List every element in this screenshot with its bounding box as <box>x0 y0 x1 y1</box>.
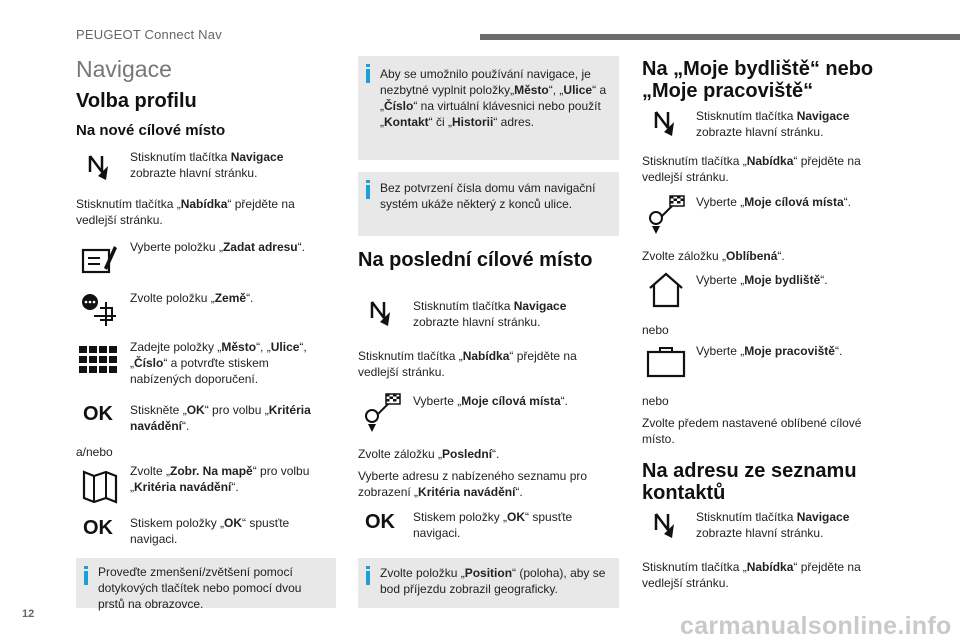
step-navigation: Stisknutím tlačítka Navigace zobrazte hlavní stránku. <box>696 510 850 540</box>
step-my-destinations: Vyberte „Moje cílová místa“. <box>413 394 568 408</box>
step-ok-start-navigation: Stiskem položky „OK“ spusťte navigaci. <box>130 516 290 546</box>
step-my-destinations: Vyberte „Moje cílová místa“. <box>696 195 851 209</box>
ok-icon: OK <box>83 517 113 539</box>
keyboard-icon <box>78 342 118 382</box>
info-icon <box>366 64 370 83</box>
navigation-icon <box>78 148 118 188</box>
page-number: 12 <box>22 608 35 620</box>
step-press-ok-criteria: Stiskněte „OK“ pro volbu „Kritéria navádění“. <box>130 403 311 433</box>
info-icon <box>84 566 88 585</box>
or-text: nebo <box>642 394 669 408</box>
step-navigation: Stisknutím tlačítka Navigace zobrazte hlavní stránku. <box>696 109 850 139</box>
navigation-icon <box>644 506 684 546</box>
step-show-on-map: Zvolte „Zobr. Na mapě“ pro volbu „Kritéria navádění“. <box>130 464 310 494</box>
info-box-fill-fields: Aby se umožnilo používání navigace, je nezbytné vyplnit položky„Město“, „Ulice“ a „Číslo“ na virtuální klávesnici nebo použít „Kontakt“ či „Historii“ adres. <box>358 56 619 160</box>
paragraph-favorites-tab: Zvolte záložku „Oblíbená“. <box>642 249 785 263</box>
step-select-country: Zvolte položku „Země“. <box>130 291 254 305</box>
step-navigation: Stisknutím tlačítka Navigace zobrazte hlavní stránku. <box>130 150 284 180</box>
paragraph-menu: Stisknutím tlačítka „Nabídka“ přejděte na vedlejší stránku. <box>642 154 861 184</box>
destination-flag-icon <box>646 194 686 234</box>
info-icon <box>366 180 370 199</box>
paragraph-menu: Stisknutím tlačítka „Nabídka“ přejděte na vedlejší stránku. <box>76 197 295 227</box>
ok-icon: OK <box>83 403 113 425</box>
step-enter-city-street: Zadejte položky „Město“, „Ulice“, „Číslo“ a potvrďte stiskem nabízených doporučení. <box>130 340 307 386</box>
paragraph-menu: Stisknutím tlačítka „Nabídka“ přejděte na vedlejší stránku. <box>358 349 577 379</box>
heading-contacts: Na adresu ze seznamu kontaktů <box>642 460 857 504</box>
navigation-icon <box>644 104 684 144</box>
address-entry-icon <box>80 240 120 280</box>
country-icon <box>80 290 120 330</box>
heading-last-destination: Na poslední cílové místo <box>358 249 593 271</box>
map-icon <box>80 466 120 506</box>
info-box-zoom: Proveďte zmenšení/zvětšení pomocí dotykových tlačítek nebo pomocí dvou prstů na obrazovce. <box>76 558 336 608</box>
paragraph-select-address: Vyberte adresu z nabízeného seznamu pro zobrazení „Kritéria navádění“. <box>358 469 588 499</box>
paragraph-preset-favorite: Zvolte předem nastavené oblíbené cílové místo. <box>642 416 862 446</box>
home-icon <box>646 270 686 310</box>
heading-volba-profilu: Volba profilu <box>76 90 197 112</box>
header-title: PEUGEOT Connect Nav <box>76 27 222 42</box>
step-ok-start-navigation: Stiskem položky „OK“ spusťte navigaci. <box>413 510 573 540</box>
info-icon <box>366 566 370 585</box>
watermark: carmanualsonline.info <box>680 612 952 640</box>
heading-new-destination: Na nové cílové místo <box>76 122 226 139</box>
paragraph-menu: Stisknutím tlačítka „Nabídka“ přejděte na vedlejší stránku. <box>642 560 861 590</box>
info-box-house-number: Bez potvrzení čísla domu vám navigační systém ukáže některý z konců ulice. <box>358 172 619 236</box>
step-my-work: Vyberte „Moje pracoviště“. <box>696 344 843 358</box>
destination-flag-icon <box>362 392 402 432</box>
heading-home-work: Na „Moje bydliště“ nebo „Moje pracoviště“ <box>642 58 874 102</box>
header-bar <box>480 34 960 40</box>
section-title: Navigace <box>76 56 172 82</box>
or-text: nebo <box>642 323 669 337</box>
work-briefcase-icon <box>646 342 686 382</box>
info-box-position: Zvolte položku „Position“ (poloha), aby se bod příjezdu zobrazil geograficky. <box>358 558 619 608</box>
step-my-home: Vyberte „Moje bydliště“. <box>696 273 828 287</box>
ok-icon: OK <box>365 511 395 533</box>
paragraph-last-tab: Zvolte záložku „Poslední“. <box>358 447 500 461</box>
navigation-icon <box>360 294 400 334</box>
step-enter-address: Vyberte položku „Zadat adresu“. <box>130 240 305 254</box>
or-text: a/nebo <box>76 445 113 459</box>
step-navigation: Stisknutím tlačítka Navigace zobrazte hlavní stránku. <box>413 299 567 329</box>
